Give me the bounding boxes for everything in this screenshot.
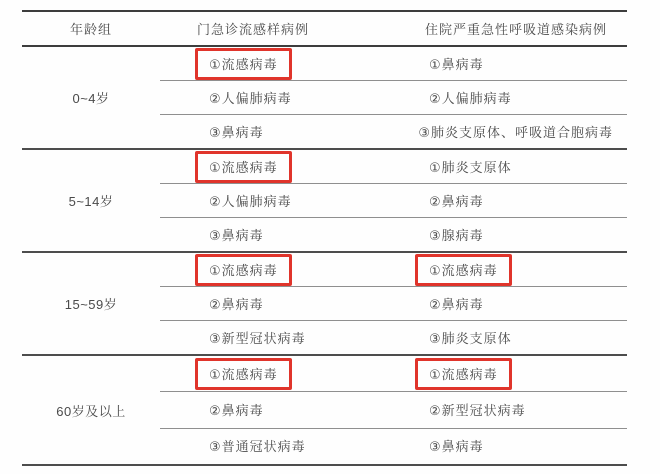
table-row	[160, 428, 627, 464]
pathogen-rank-table	[22, 10, 627, 466]
rank-item: ②鼻病毒	[429, 193, 484, 209]
rank-item: ③肺炎支原体、呼吸道合胞病毒	[418, 124, 613, 140]
table-row	[160, 320, 627, 354]
section-rows	[160, 356, 627, 464]
table-row	[160, 391, 627, 427]
table-row	[160, 150, 627, 183]
age-section	[22, 356, 627, 466]
outpatient-cell	[160, 288, 415, 320]
hospitalized-cell	[415, 394, 627, 426]
rank-item: ③肺炎支原体	[429, 330, 512, 346]
rank-item: ①流感病毒	[195, 151, 292, 183]
header-hospitalized-sari: 住院严重急性呼吸道感染病例	[425, 22, 608, 37]
table-row	[160, 217, 627, 251]
rank-item: ②人偏肺病毒	[209, 90, 292, 106]
rank-item: ①流感病毒	[195, 48, 292, 80]
outpatient-cell	[160, 185, 415, 217]
hospitalized-cell	[415, 254, 627, 286]
outpatient-cell	[160, 219, 415, 251]
rank-item: ②鼻病毒	[429, 296, 484, 312]
rank-item: ①流感病毒	[195, 254, 292, 286]
age-section	[22, 47, 627, 150]
rank-item: ②鼻病毒	[209, 296, 264, 312]
outpatient-cell	[160, 116, 404, 148]
outpatient-cell	[160, 82, 415, 114]
rank-item: ②人偏肺病毒	[429, 90, 512, 106]
outpatient-cell	[160, 394, 415, 426]
hospitalized-cell	[415, 48, 627, 80]
rank-item: ②新型冠状病毒	[429, 402, 526, 418]
table-row	[160, 114, 627, 148]
table-header-row	[22, 12, 627, 47]
outpatient-cell	[160, 358, 415, 390]
table-row	[160, 286, 627, 320]
table-row	[160, 253, 627, 286]
hospitalized-cell	[415, 288, 627, 320]
outpatient-cell	[160, 254, 415, 286]
rank-item: ③鼻病毒	[209, 227, 264, 243]
outpatient-cell	[160, 151, 415, 183]
hospitalized-cell	[415, 185, 627, 217]
age-group-cell: 60岁及以上	[56, 403, 126, 419]
rank-item: ①鼻病毒	[429, 56, 484, 72]
hospitalized-cell	[415, 358, 627, 390]
rank-item: ③鼻病毒	[209, 124, 264, 140]
age-section	[22, 253, 627, 356]
age-group-cell: 0~4岁	[72, 91, 110, 106]
header-age-group: 年龄组	[69, 22, 112, 37]
header-outpatient-ili: 门急诊流感样病例	[197, 22, 310, 37]
outpatient-cell	[160, 48, 415, 80]
outpatient-cell	[160, 322, 415, 354]
hospitalized-cell	[415, 219, 627, 251]
hospitalized-cell	[415, 151, 627, 183]
hospitalized-cell	[404, 116, 627, 148]
rank-item: ③鼻病毒	[429, 439, 484, 455]
rank-item: ②人偏肺病毒	[209, 193, 292, 209]
section-rows	[160, 150, 627, 251]
table-row	[160, 80, 627, 114]
hospitalized-cell	[415, 82, 627, 114]
rank-item: ①流感病毒	[195, 358, 292, 390]
rank-item: ②鼻病毒	[209, 402, 264, 418]
outpatient-cell	[160, 430, 415, 462]
rank-item: ①肺炎支原体	[429, 159, 512, 175]
section-rows	[160, 47, 627, 148]
rank-item: ①流感病毒	[415, 254, 512, 286]
hospitalized-cell	[415, 430, 627, 462]
rank-item: ①流感病毒	[415, 358, 512, 390]
table-row	[160, 47, 627, 80]
section-rows	[160, 253, 627, 354]
table-row	[160, 183, 627, 217]
hospitalized-cell	[415, 322, 627, 354]
age-group-cell: 5~14岁	[68, 194, 114, 209]
rank-item: ③腺病毒	[429, 227, 484, 243]
rank-item: ③普通冠状病毒	[209, 439, 306, 455]
age-group-cell: 15~59岁	[64, 297, 118, 312]
age-section	[22, 150, 627, 253]
rank-item: ③新型冠状病毒	[209, 330, 306, 346]
table-row	[160, 356, 627, 391]
